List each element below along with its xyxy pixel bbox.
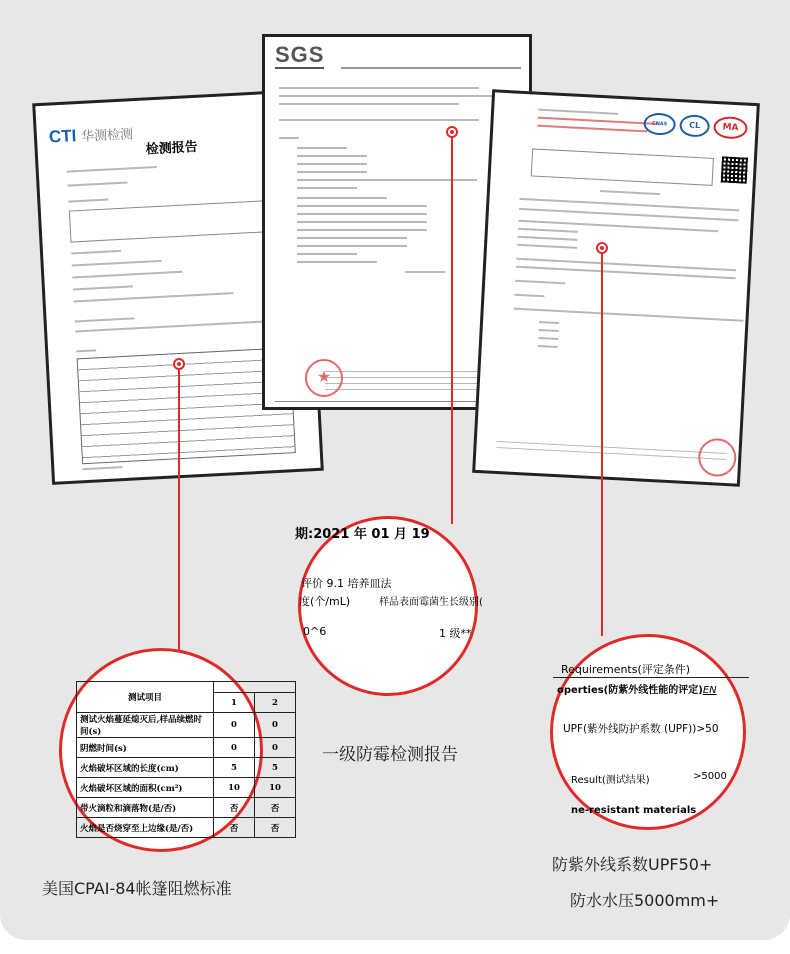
upf-properties-suffix: EN (702, 685, 717, 696)
row-value: 10 (214, 778, 255, 798)
magnifier-upf-test (550, 634, 746, 830)
row-value: 0 (214, 713, 255, 738)
upf-result-value: >5000 (693, 771, 727, 782)
upf-requirement-value: UPF(紫外线防护系数 (UPF))>50 (563, 723, 719, 735)
red-seal-stamp: ★ (305, 359, 343, 397)
caption-upf: 防紫外线系数UPF50+ (552, 855, 713, 874)
row-value: 5 (214, 758, 255, 778)
cti-logo (48, 123, 133, 147)
mold-method-line: 评价 9.1 培养皿法 (301, 577, 392, 590)
magnifier-flame-test (59, 648, 281, 852)
table-row (77, 713, 296, 738)
table-col-1: 1 (214, 693, 255, 713)
caption-flame-standard: 美国CPAI-84帐篷阻燃标准 (42, 879, 232, 898)
row-label: 火焰破坏区域的长度(cm) (77, 758, 214, 778)
connector-line-center (451, 134, 453, 524)
upf-divider (553, 677, 749, 678)
report-title: 检测报告 (145, 139, 199, 158)
certification-badges (643, 112, 748, 139)
row-value: 否 (214, 818, 255, 838)
table-row (77, 738, 296, 758)
qr-code (721, 156, 748, 183)
row-value: 否 (255, 798, 296, 818)
row-value: 0 (214, 738, 255, 758)
upf-report-document (472, 89, 760, 486)
row-label: 火焰是否烧穿至上边缘(是/否) (77, 818, 214, 838)
ma-badge: MA (713, 116, 748, 140)
table-col-2: 2 (255, 693, 296, 713)
upf-requirements-line: Requirements(评定条件) (561, 663, 691, 676)
caption-waterproof: 防水水压5000mm+ (570, 891, 720, 910)
flame-test-table (76, 681, 296, 838)
magnifier-mold-test (295, 516, 483, 696)
cl-badge: CL (679, 114, 710, 138)
row-label: 火焰破坏区域的面积(cm²) (77, 778, 214, 798)
table-row (77, 758, 296, 778)
cnas-badge: CNAS (643, 112, 676, 136)
mold-growth-label: 样品表面霉菌生长级别( (379, 597, 483, 608)
mold-date-line: 期:2021 年 01 月 19 (295, 527, 430, 542)
mold-density-value: 0^6 (303, 625, 327, 638)
pin-left-icon (173, 358, 185, 370)
upf-properties-line (557, 681, 717, 696)
row-value: 5 (255, 758, 296, 778)
table-header-group (214, 682, 296, 693)
mold-density-label: 度(个/mL) (299, 595, 351, 608)
mold-growth-grade: 1 级** (439, 627, 472, 640)
row-label: 带火滴粒和滴落物(是/否) (77, 798, 214, 818)
cti-brand-cn: 华测检测 (80, 126, 134, 144)
row-value: 10 (255, 778, 296, 798)
table-row (77, 798, 296, 818)
table-row (77, 818, 296, 838)
row-value: 否 (255, 818, 296, 838)
row-label: 测试火焰蔓延熄灭后,样品续燃时间(s) (77, 713, 214, 738)
row-value: 否 (214, 798, 255, 818)
connector-line-right (601, 250, 603, 636)
upf-materials-line: ne-resistant materials (571, 805, 697, 816)
table-row (77, 778, 296, 798)
table-header-item: 测试项目 (77, 682, 214, 713)
pin-center-icon (446, 126, 458, 138)
connector-line-left (178, 368, 180, 654)
row-value: 0 (255, 738, 296, 758)
cti-brand-text: CTI (48, 126, 77, 147)
table-row (77, 682, 296, 693)
upf-result-label: Result(测试结果) (571, 775, 650, 786)
pin-right-icon (596, 242, 608, 254)
red-seal-stamp-right (697, 438, 737, 478)
row-value: 0 (255, 713, 296, 738)
sgs-logo: SGS (275, 42, 325, 67)
upf-properties-text: operties(防紫外线性能的评定) (557, 685, 703, 696)
row-label: 阴燃时间(s) (77, 738, 214, 758)
caption-mold-report: 一级防霉检测报告 (322, 745, 458, 765)
